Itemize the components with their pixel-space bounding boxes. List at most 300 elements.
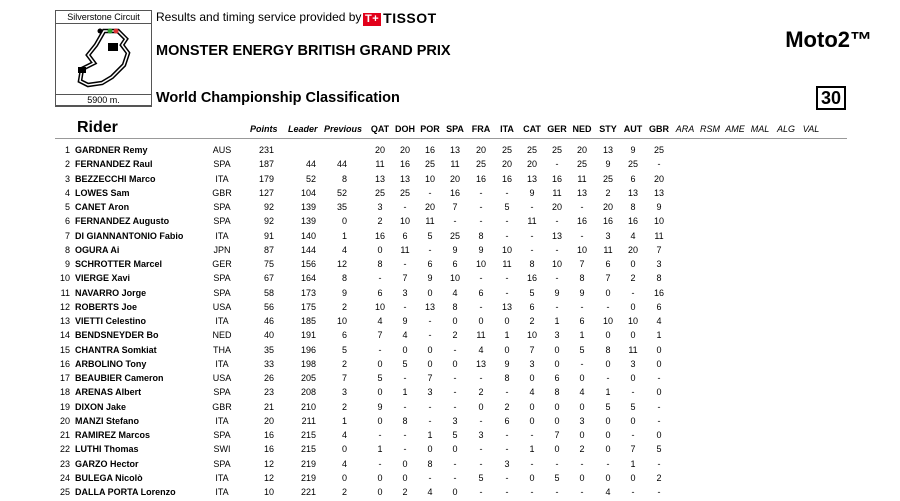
race-points: 3 xyxy=(452,415,458,426)
race-points: 1 xyxy=(377,444,383,455)
rider-points: 16 xyxy=(263,444,274,455)
race-points: 8 xyxy=(452,301,458,312)
race-points: 20 xyxy=(449,173,460,184)
rider-name: ARENAS Albert xyxy=(75,387,142,398)
race-points: 1 xyxy=(554,316,560,326)
race-points: 2 xyxy=(605,187,611,198)
race-points: 20 xyxy=(475,145,486,155)
race-points: 3 xyxy=(579,415,585,426)
tissot-logo xyxy=(363,10,437,26)
race-points: 0 xyxy=(579,472,585,483)
race-points: 5 xyxy=(529,287,535,298)
race-points: 0 xyxy=(605,415,611,426)
race-points: 16 xyxy=(399,159,410,170)
race-points: 0 xyxy=(402,458,408,469)
race-points: 11 xyxy=(375,159,385,170)
gap-to-leader: 219 xyxy=(300,458,316,469)
table-row xyxy=(0,159,900,173)
race-points: - xyxy=(479,487,483,497)
race-points: 4 xyxy=(630,230,636,241)
rider-nation: SPA xyxy=(213,430,231,440)
race-points: 4 xyxy=(478,344,484,355)
race-points: 10 xyxy=(602,316,613,326)
gap-to-previous: 0 xyxy=(341,444,347,455)
rider-nation: AUS xyxy=(212,145,232,155)
race-points: 0 xyxy=(504,316,510,326)
race-points: 6 xyxy=(452,259,458,269)
race-points: 5 xyxy=(377,373,383,383)
race-points: 16 xyxy=(475,173,486,184)
race-points: 0 xyxy=(504,344,510,355)
race-points: 0 xyxy=(579,373,585,383)
race-points: - xyxy=(555,273,559,284)
race-points: 0 xyxy=(630,415,636,426)
race-points: - xyxy=(657,373,661,383)
race-points: - xyxy=(631,430,635,440)
header-future-race: ALG xyxy=(776,124,795,134)
race-points: 7 xyxy=(427,373,433,383)
gap-to-leader: 139 xyxy=(300,202,316,212)
race-points: - xyxy=(403,301,407,312)
race-points: - xyxy=(403,430,407,440)
race-points: 7 xyxy=(605,273,611,284)
race-points: 8 xyxy=(377,259,383,269)
race-points: 0 xyxy=(478,316,484,326)
document-title: World Championship Classification xyxy=(156,90,400,106)
header-future-race: RSM xyxy=(700,124,720,134)
gap-to-previous: 2 xyxy=(341,358,347,369)
race-points: 3 xyxy=(402,287,408,298)
table-row xyxy=(0,402,900,416)
race-points: 6 xyxy=(529,301,535,312)
race-points: 20 xyxy=(602,202,613,212)
race-points: 25 xyxy=(399,187,410,198)
rider-name: GARZO Hector xyxy=(75,458,139,469)
race-points: 10 xyxy=(627,316,638,326)
race-points: 0 xyxy=(554,358,560,369)
rider-points: 12 xyxy=(263,472,274,483)
race-points: 7 xyxy=(554,430,560,440)
race-points: 8 xyxy=(605,344,611,355)
table-row xyxy=(0,188,900,202)
race-points: 0 xyxy=(554,401,560,412)
rider-points: 67 xyxy=(263,273,274,284)
race-points: 6 xyxy=(656,301,662,312)
rider-position: 25 xyxy=(59,487,70,497)
race-points: 8 xyxy=(554,387,560,398)
race-points: 0 xyxy=(377,487,383,497)
header-race: CAT xyxy=(523,124,541,134)
rider-nation: USA xyxy=(212,373,232,383)
race-points: - xyxy=(479,216,483,227)
race-points: 0 xyxy=(377,472,383,483)
race-points: - xyxy=(505,273,509,284)
circuit-map-icon xyxy=(66,25,144,97)
circuit-name: Silverstone Circuit xyxy=(56,11,151,24)
rider-points: 87 xyxy=(263,244,274,255)
race-points: 7 xyxy=(656,244,662,255)
race-points: 0 xyxy=(579,430,585,440)
header-race: SPA xyxy=(446,124,464,134)
race-points: 3 xyxy=(554,330,560,341)
race-points: 25 xyxy=(602,173,613,184)
race-points: 13 xyxy=(627,187,638,198)
race-points: 8 xyxy=(656,273,662,284)
race-points: 2 xyxy=(630,273,636,284)
race-points: - xyxy=(505,187,509,198)
header-race: GBR xyxy=(649,124,669,134)
race-points: 0 xyxy=(427,287,433,298)
gap-to-previous: 35 xyxy=(336,202,347,212)
race-points: 8 xyxy=(478,230,484,241)
race-points: 16 xyxy=(653,287,664,298)
table-row xyxy=(0,330,900,344)
header-points: Points xyxy=(250,124,278,134)
rider-position: 4 xyxy=(64,187,70,198)
header-race: AUT xyxy=(623,124,643,134)
race-points: 1 xyxy=(579,330,585,341)
race-points: 25 xyxy=(526,145,537,155)
rider-nation: SPA xyxy=(213,287,231,298)
rider-nation: THA xyxy=(213,344,231,355)
race-points: 1 xyxy=(402,387,408,398)
race-points: 0 xyxy=(402,472,408,483)
race-points: 11 xyxy=(502,259,512,269)
race-points: 8 xyxy=(529,259,535,269)
race-points: - xyxy=(530,230,534,241)
race-points: - xyxy=(530,458,534,469)
race-points: 0 xyxy=(452,358,458,369)
rider-points: 187 xyxy=(258,159,274,170)
race-points: 16 xyxy=(526,273,537,284)
race-points: 0 xyxy=(656,387,662,398)
gap-to-previous: 8 xyxy=(341,173,347,184)
race-points: 25 xyxy=(653,145,664,155)
race-points: 3 xyxy=(605,230,611,241)
race-points: 4 xyxy=(656,316,662,326)
rider-name: LOWES Sam xyxy=(75,187,130,198)
race-points: 11 xyxy=(654,230,664,241)
race-points: 6 xyxy=(377,287,383,298)
race-points: 7 xyxy=(579,259,585,269)
header-race: QAT xyxy=(370,124,390,134)
rider-position: 23 xyxy=(59,458,70,469)
race-points: 0 xyxy=(427,444,433,455)
race-points: 13 xyxy=(399,173,410,184)
race-points: 4 xyxy=(377,316,383,326)
gap-to-previous: 2 xyxy=(341,401,347,412)
rider-position: 13 xyxy=(59,316,70,326)
race-points: 25 xyxy=(627,159,638,170)
race-points: 0 xyxy=(630,330,636,341)
race-points: 0 xyxy=(478,401,484,412)
gap-to-previous: 0 xyxy=(341,472,347,483)
race-points: 6 xyxy=(630,173,636,184)
race-points: 13 xyxy=(602,145,613,155)
rider-position: 21 xyxy=(59,430,70,440)
gap-to-leader: 164 xyxy=(300,273,316,284)
race-points: 9 xyxy=(579,287,585,298)
table-row xyxy=(0,359,900,373)
rider-points: 179 xyxy=(258,173,274,184)
race-points: - xyxy=(403,202,407,212)
race-points: 10 xyxy=(424,173,435,184)
header-race: ITA xyxy=(500,124,514,134)
rider-name: CANET Aron xyxy=(75,202,130,212)
race-points: 5 xyxy=(630,401,636,412)
race-points: 6 xyxy=(605,259,611,269)
race-points: - xyxy=(505,444,509,455)
race-points: 1 xyxy=(630,458,636,469)
rider-points: 58 xyxy=(263,287,274,298)
race-points: 11 xyxy=(476,330,486,341)
table-row xyxy=(0,430,900,444)
gap-to-leader: 215 xyxy=(300,430,316,440)
race-points: - xyxy=(580,358,584,369)
race-points: - xyxy=(555,216,559,227)
race-points: 4 xyxy=(402,330,408,341)
gap-to-leader: 198 xyxy=(300,358,316,369)
race-points: 0 xyxy=(605,430,611,440)
rider-name: GARDNER Remy xyxy=(75,145,148,155)
rider-points: 20 xyxy=(263,415,274,426)
rider-name: ARBOLINO Tony xyxy=(75,358,147,369)
race-points: 0 xyxy=(402,344,408,355)
header-leader: Leader xyxy=(288,124,318,134)
race-points: - xyxy=(505,387,509,398)
gap-to-leader: 219 xyxy=(300,472,316,483)
table-row xyxy=(0,302,900,316)
race-points: 2 xyxy=(452,330,458,341)
race-points: 9 xyxy=(554,287,560,298)
rider-points: 91 xyxy=(263,230,274,241)
race-points: 0 xyxy=(529,373,535,383)
race-points: 0 xyxy=(630,301,636,312)
race-points: - xyxy=(657,487,661,497)
gap-to-previous: 52 xyxy=(336,187,347,198)
header-race: GER xyxy=(547,124,567,134)
rider-points: 92 xyxy=(263,216,274,227)
race-points: - xyxy=(479,301,483,312)
race-points: 20 xyxy=(374,145,385,155)
race-points: - xyxy=(580,202,584,212)
race-points: - xyxy=(505,230,509,241)
race-points: 8 xyxy=(427,458,433,469)
race-points: 11 xyxy=(527,216,537,227)
gap-to-leader: 196 xyxy=(300,344,316,355)
header-race: POR xyxy=(420,124,440,134)
table-row xyxy=(0,459,900,473)
gap-to-leader: 210 xyxy=(300,401,316,412)
race-points: 7 xyxy=(377,330,383,341)
rider-position: 16 xyxy=(59,358,70,369)
race-points: - xyxy=(606,458,610,469)
rider-nation: SPA xyxy=(213,458,231,469)
race-points: 3 xyxy=(529,358,535,369)
race-points: - xyxy=(403,401,407,412)
race-points: 9 xyxy=(605,159,611,170)
tissot-brand: TISSOT xyxy=(383,10,437,26)
race-points: 16 xyxy=(501,173,512,184)
race-points: 0 xyxy=(579,401,585,412)
race-points: 8 xyxy=(579,273,585,284)
race-points: 5 xyxy=(504,202,510,212)
race-points: 10 xyxy=(576,244,587,255)
rider-points: 75 xyxy=(263,259,274,269)
race-points: - xyxy=(631,287,635,298)
gap-to-previous: 12 xyxy=(336,259,347,269)
rider-name: VIERGE Xavi xyxy=(75,273,131,284)
rider-position: 5 xyxy=(64,202,70,212)
gap-to-leader: 221 xyxy=(300,487,316,497)
race-points: 0 xyxy=(656,430,662,440)
race-points: 0 xyxy=(630,259,636,269)
rider-nation: ITA xyxy=(215,415,229,426)
race-points: 0 xyxy=(630,472,636,483)
race-points: 3 xyxy=(630,358,636,369)
race-points: 0 xyxy=(656,358,662,369)
class-name: Moto2™ xyxy=(785,27,872,52)
race-points: 0 xyxy=(554,344,560,355)
rider-name: RAMIREZ Marcos xyxy=(75,430,151,440)
rider-nation: NED xyxy=(212,330,232,341)
race-points: 2 xyxy=(529,316,535,326)
page-number: 30 xyxy=(816,86,846,110)
race-points: - xyxy=(453,387,457,398)
race-points: - xyxy=(555,301,559,312)
race-points: - xyxy=(428,415,432,426)
rider-nation: ITA xyxy=(215,472,229,483)
race-points: - xyxy=(505,472,509,483)
race-points: 0 xyxy=(377,387,383,398)
race-points: - xyxy=(403,373,407,383)
gap-to-previous: 0 xyxy=(341,216,347,227)
race-points: 0 xyxy=(427,358,433,369)
gap-to-previous: 2 xyxy=(341,487,347,497)
race-points: 20 xyxy=(653,173,664,184)
race-points: 16 xyxy=(602,216,613,227)
race-points: 16 xyxy=(449,187,460,198)
race-points: - xyxy=(530,430,534,440)
race-points: 1 xyxy=(605,387,611,398)
race-points: - xyxy=(606,301,610,312)
race-points: 7 xyxy=(630,444,636,455)
gap-to-previous: 8 xyxy=(341,273,347,284)
gap-to-leader: 44 xyxy=(305,159,316,170)
race-points: 13 xyxy=(501,301,512,312)
race-points: 7 xyxy=(452,202,458,212)
rider-points: 35 xyxy=(263,344,274,355)
race-points: - xyxy=(479,373,483,383)
race-points: 9 xyxy=(529,187,535,198)
race-points: - xyxy=(428,244,432,255)
rider-name: MANZI Stefano xyxy=(75,415,139,426)
race-points: - xyxy=(479,444,483,455)
race-points: 5 xyxy=(402,358,408,369)
race-points: 10 xyxy=(653,216,664,227)
race-points: - xyxy=(505,487,509,497)
race-points: 25 xyxy=(501,145,512,155)
rider-points: 231 xyxy=(258,145,274,155)
header-race: DOH xyxy=(395,124,415,134)
race-points: 11 xyxy=(425,216,435,227)
race-points: 0 xyxy=(529,472,535,483)
race-points: 11 xyxy=(577,173,587,184)
race-points: 2 xyxy=(377,216,383,227)
rider-nation: ITA xyxy=(215,358,229,369)
rider-position: 19 xyxy=(59,401,70,412)
race-points: 4 xyxy=(427,487,433,497)
rider-name: LUTHI Thomas xyxy=(75,444,139,455)
rider-nation: SPA xyxy=(213,387,231,398)
race-points: 2 xyxy=(402,487,408,497)
rider-nation: ITA xyxy=(215,487,229,497)
race-points: - xyxy=(479,202,483,212)
race-points: - xyxy=(453,216,457,227)
race-points: - xyxy=(479,187,483,198)
race-points: 0 xyxy=(554,415,560,426)
rider-points: 127 xyxy=(258,187,274,198)
race-points: 9 xyxy=(630,145,636,155)
race-points: 0 xyxy=(529,401,535,412)
race-points: 11 xyxy=(552,187,562,198)
race-points: 9 xyxy=(377,401,383,412)
table-row xyxy=(0,387,900,401)
race-points: 20 xyxy=(399,145,410,155)
race-points: - xyxy=(505,287,509,298)
rider-points: 92 xyxy=(263,202,274,212)
race-points: 2 xyxy=(504,401,510,412)
race-points: 0 xyxy=(427,344,433,355)
race-points: 4 xyxy=(579,387,585,398)
rider-position: 24 xyxy=(59,472,70,483)
race-points: 10 xyxy=(551,259,562,269)
race-points: 25 xyxy=(551,145,562,155)
race-points: - xyxy=(378,430,382,440)
rider-position: 15 xyxy=(59,344,70,355)
race-points: 16 xyxy=(627,216,638,227)
race-points: - xyxy=(555,159,559,170)
race-points: - xyxy=(403,259,407,269)
race-points: - xyxy=(403,444,407,455)
race-points: 0 xyxy=(529,415,535,426)
race-points: - xyxy=(657,415,661,426)
race-points: - xyxy=(580,458,584,469)
gap-to-previous: 10 xyxy=(336,316,347,326)
race-points: - xyxy=(580,301,584,312)
race-points: - xyxy=(378,273,382,284)
circuit-map-box xyxy=(55,10,152,107)
race-points: 8 xyxy=(630,202,636,212)
race-points: - xyxy=(378,344,382,355)
race-points: 13 xyxy=(374,173,385,184)
race-points: 0 xyxy=(605,472,611,483)
gap-to-leader: 185 xyxy=(300,316,316,326)
rider-nation: USA xyxy=(212,301,232,312)
race-points: 6 xyxy=(427,259,433,269)
table-row xyxy=(0,231,900,245)
race-points: 0 xyxy=(377,358,383,369)
race-points: - xyxy=(453,344,457,355)
rider-position: 17 xyxy=(59,373,70,383)
race-points: 6 xyxy=(402,230,408,241)
rider-points: 40 xyxy=(263,330,274,341)
race-points: 0 xyxy=(656,344,662,355)
race-points: - xyxy=(479,415,483,426)
rider-nation: SPA xyxy=(213,159,231,170)
race-points: 2 xyxy=(478,387,484,398)
header-future-race: MAL xyxy=(750,124,770,134)
